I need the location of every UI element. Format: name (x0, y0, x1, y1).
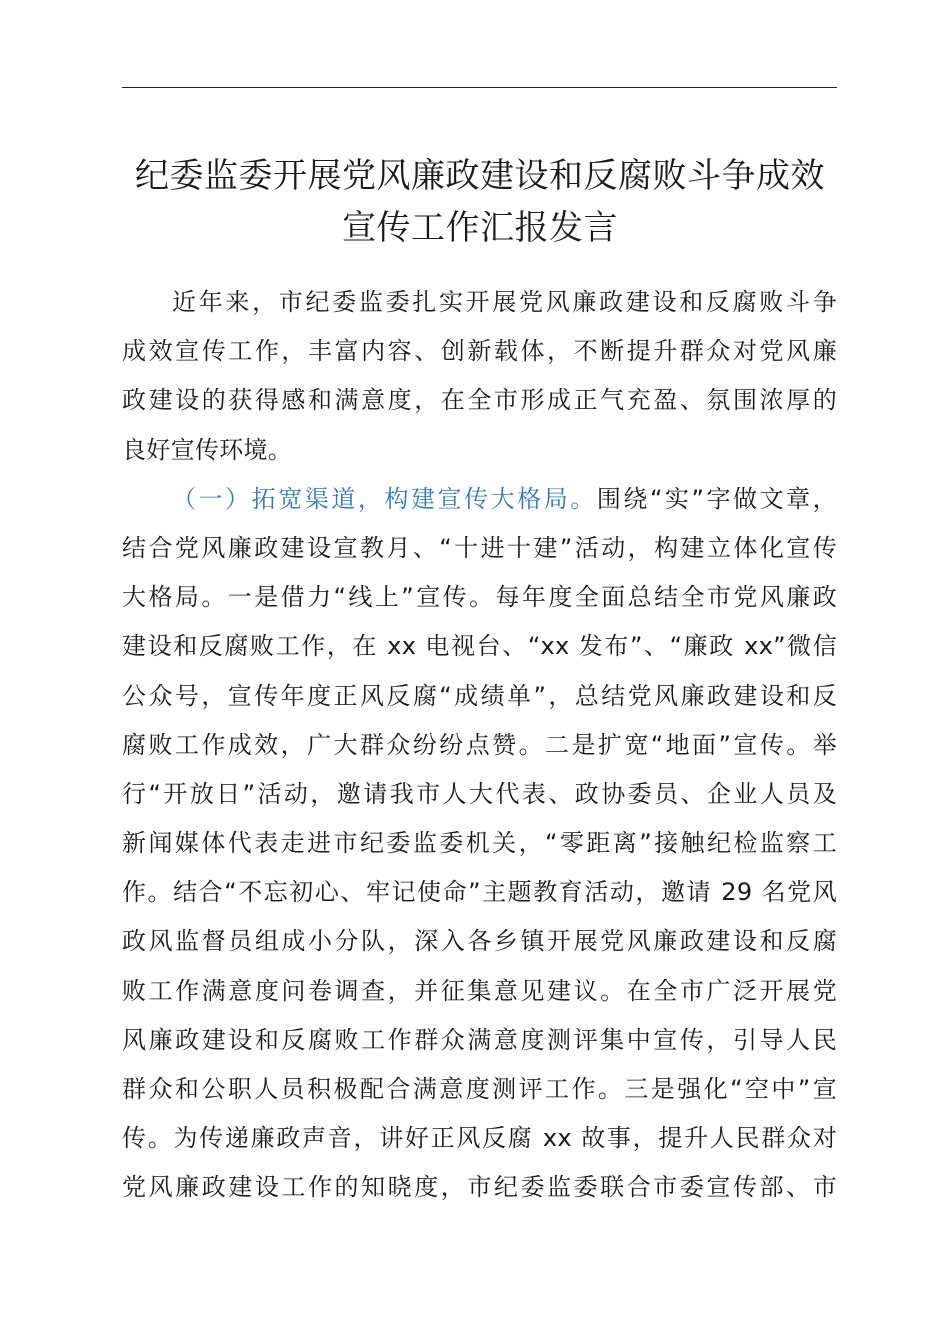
title-line-1: 纪委监委开展党风廉政建设和反腐败斗争成效 (135, 156, 825, 196)
section-1-first-line (122, 475, 837, 524)
title-line-2: 宣传工作汇报发言 (342, 208, 618, 248)
header-rule (122, 87, 837, 88)
text-line: 政风监督员组成小分队，深入各乡镇开展党风廉政建设和反腐 (122, 927, 837, 956)
text-line: 党风廉政建设工作的知晓度，市纪委监委联合市委宣传部、市 (122, 1173, 837, 1202)
text-line: 结合党风廉政建设宣教月、“十进十建”活动，构建立体化宣传 (122, 533, 837, 562)
text-line: 行“开放日”活动，邀请我市人大代表、政协委员、企业人员及 (122, 779, 837, 808)
text-line: 传。为传递廉政声音，讲好正风反腐 xx 故事，提升人民群众对 (122, 1124, 837, 1153)
text-line: 成效宣传工作，丰富内容、创新载体，不断提升群众对党风廉 (122, 337, 837, 366)
text-line: 败工作满意度问卷调查，并征集意见建议。在全市广泛开展党 (122, 976, 837, 1005)
section-1-paragraph (122, 475, 837, 1213)
text-line: 腐败工作成效，广大群众纷纷点赞。二是扩宽“地面”宣传。举 (122, 730, 837, 759)
text-line: 近年来，市纪委监委扎实开展党风廉政建设和反腐败斗争 (172, 288, 837, 316)
text-line: 建设和反腐败工作，在 xx 电视台、“xx 发布”、“廉政 xx”微信 (122, 632, 837, 661)
text-line: 公众号，宣传年度正风反腐“成绩单”，总结党风廉政建设和反 (122, 681, 837, 710)
text-line: 风廉政建设和反腐败工作群众满意度测评集中宣传，引导人民 (122, 1025, 837, 1054)
intro-paragraph (122, 278, 837, 475)
section-1-heading: （一）拓宽渠道，构建宣传大格局。 (172, 484, 597, 513)
text-line: 良好宣传环境。 (122, 435, 293, 464)
text-line: 群众和公职人员积极配合满意度测评工作。三是强化“空中”宣 (122, 1075, 837, 1103)
text-line: 新闻媒体代表走进市纪委监委机关，“零距离”接触纪检监察工 (122, 829, 837, 858)
document-body (122, 278, 837, 1213)
section-1-first-line-text: 围绕“实”字做文章， (596, 484, 837, 513)
text-line: 作。结合“不忘初心、牢记使命”主题教育活动，邀请 29 名党风 (122, 878, 837, 907)
document-title (100, 150, 860, 254)
text-line: 大格局。一是借力“线上”宣传。每年度全面总结全市党风廉政 (122, 583, 837, 612)
text-line: 政建设的获得感和满意度，在全市形成正气充盈、氛围浓厚的 (122, 386, 837, 415)
